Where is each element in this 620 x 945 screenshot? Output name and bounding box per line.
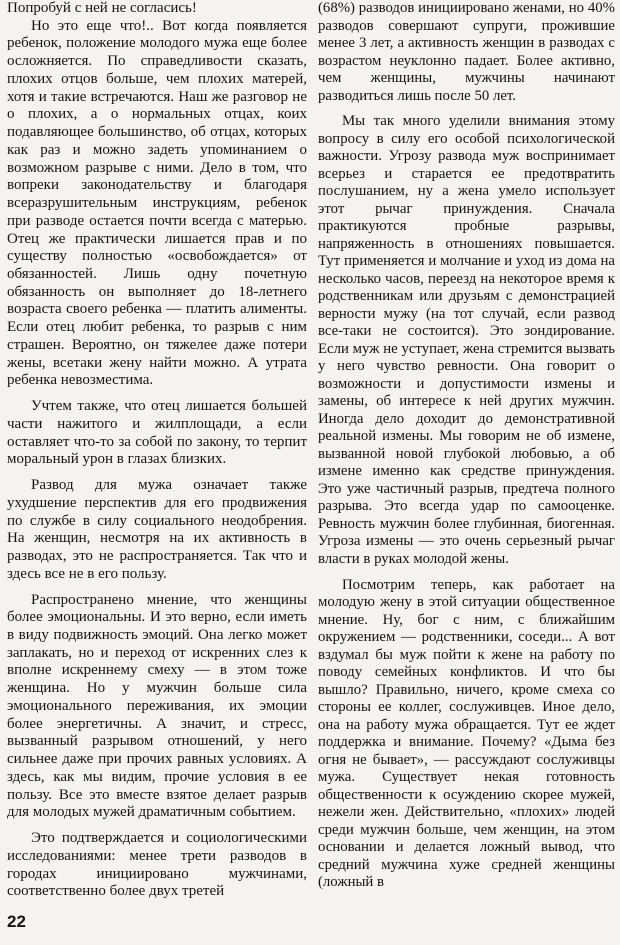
paragraph: Это подтверждается и социологическими исследованиями: менее трети разводов в городах инициировано мужчинами, соответственно более двух третей — [7, 830, 307, 900]
paragraph: Развод для мужа означает также ухудшение перспектив для его продвижения по службе в силу социального неодобрения. На женщин, несмотря на их активность в разводах, это не распространяется. Так что и здесь все не в его пользу. — [7, 477, 307, 582]
paragraph: Но это еще что!.. Вот когда появляется ребенок, положение молодого мужа еще более осложняется. По справедливости сказать, плохих отцов больше, чем плохих матерей, хотя и такие встречаются. Наш же разговор не о плохих, а о нормальных отцах, коих подавляющее большинство, об отцах, которых как раз и можно задеть упоминанием о возможном разрыве с ними. Дело в том, что вопреки законодательству и благодаря всеразрушительным инструкциям, ребенок при разводе остается почти всегда с матерью. Отец же практически лишается прав и по существу полностью «освобождается» от обязанностей. Лишь одну почетную обязанность он выполняет до 18-летнего возраста своего ребенка — платить алименты. Если отец любит ребенка, то разрыв с ним страшен. Вероятно, он тяжелее даже потери жены, всетаки жену найти можно. А утрата ребенка невозместима. — [7, 17, 307, 389]
paragraph: Мы так много уделили внимания этому вопросу в силу его особой психологической важности. Угрозу развода муж воспринимает всерьез и старается ее предотвратить послушанием, ну а жена умело использует этот рычаг принуждения. Сначала практикуются пробные разрывы, напряженность в отношениях повышается. Тут применяется и молчание и уход из дома на несколько часов, переезд на некоторое время к родственникам или друзьям с демонстрацией верности мужу (на тот случай, если развод все-таки не состоится). Это зондирование. Если муж не уступает, жена стремится вызвать у него чувство ревности. Она говорит о возможности и допустимости измены и замены, об интересе к ней других мужчин. Иногда дело доходит до демонстративной реальной измены. Мы говорим не об измене, вызванной новой глубокой любовью, а об измене именно как средстве принуждения. Это уже частичный разрыв, предтеча полного разрыва. Это всегда удар по самооценке. Ревность мужчин более глубинная, биогенная. Угроза измены — это очень серьезный рычаг власти в руках молодой жены. — [318, 113, 615, 567]
paragraph: Попробуй с ней не согласись! — [7, 0, 197, 16]
right-column — [318, 0, 615, 892]
page-number: 22 — [7, 912, 26, 931]
paragraph: Распространено мнение, что женщины более эмоциональны. И это верно, если иметь в виду подвижность эмоций. Она легко может заплакать, но и переход от искренних слез к вполне искреннему смеху — в этом тоже женщина. Но у мужчин больше сила эмоционального переживания, их эмоции более энергетичны. А значит, и стресс, вызванный разрывом отношений, у него сильнее даже при прочих равных условиях. А здесь, как мы видим, прочие условия в ее пользу. Все это вместе взятое делает разрыв для молодых мужей драматичным событием. — [7, 591, 307, 821]
left-column — [7, 0, 307, 901]
paragraph: Учтем также, что отец лишается большей части нажитого и жилплощади, а если оставляет что-то за собой по закону, то терпит моральный урон в глазах близких. — [7, 398, 307, 468]
paragraph: (68%) разводов инициировано женами, но 40% разводов совершают супруги, прожившие менее 3 лет, а активность женщин в разводах с возрастом неуклонно падает. Более активно, чем женщины, мужчины начинают разводиться лишь после 50 лет. — [318, 0, 615, 104]
paragraph: Посмотрим теперь, как работает на молодую жену в этой ситуации общественное мнение. Ну, бог с ним, с ближайшим окружением — родственники, соседи... А вот вздумал бы муж пойти к жене на работу по поводу семейных конфликтов. И что бы вышло? Правильно, ничего, кроме смеха со стороны ее коллег, сослуживцев. Иное дело, она на работу мужа обращается. Тут ее ждет поддержка и внимание. Почему? «Дыма без огня не бывает», — рассуждают сослуживцы мужа. Существует некая готовность общественности к осуждению скорее мужей, нежели жен. Действительно, «плохих» людей среди мужчин больше, чем женщин, на этом основании и делается ложный вывод, что средний мужчина хуже средней женщины (ложный в — [318, 576, 615, 891]
